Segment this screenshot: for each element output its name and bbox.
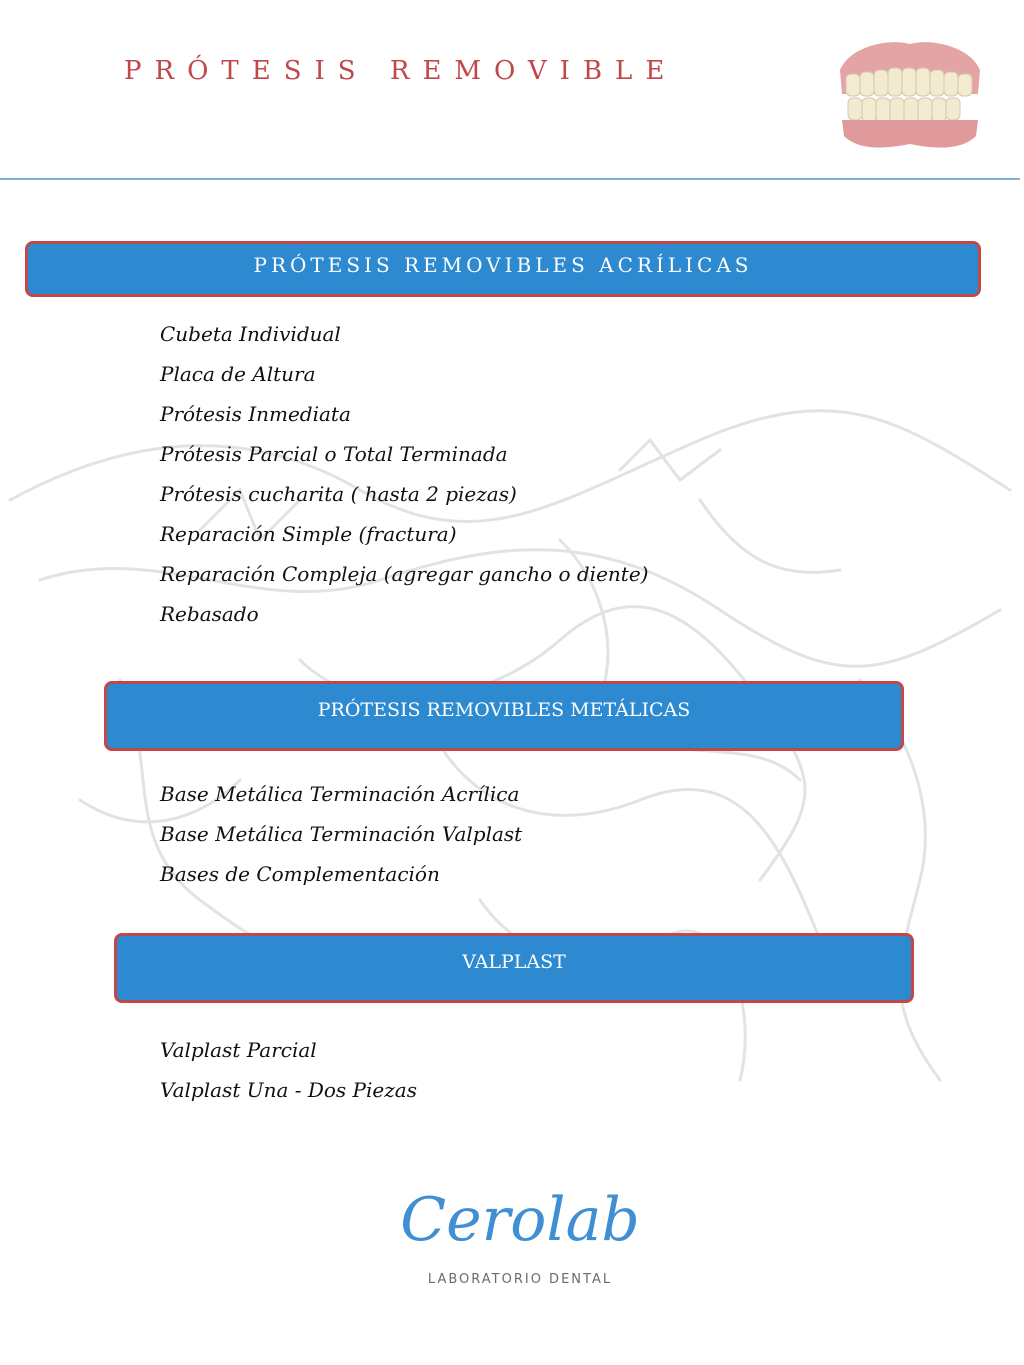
list-item: Base Metálica Terminación Valplast <box>160 822 523 846</box>
list-item: Valplast Parcial <box>160 1038 317 1062</box>
metalicas-list <box>160 774 522 894</box>
section-header-valplast: VALPLAST <box>114 933 914 1003</box>
list-item: Prótesis cucharita ( hasta 2 piezas) <box>160 482 517 506</box>
denture-image <box>830 36 990 154</box>
logo-subtitle: LABORATORIO DENTAL <box>427 1272 613 1287</box>
cerolab-logo <box>400 1172 640 1302</box>
list-item: Cubeta Individual <box>160 322 341 346</box>
list-item: Bases de Complementación <box>160 862 440 886</box>
list-item: Prótesis Inmediata <box>160 402 351 426</box>
acrilicas-list <box>160 314 648 634</box>
logo-name: Cerolab <box>400 1185 640 1255</box>
list-item: Reparación Compleja (agregar gancho o diente) <box>160 562 649 586</box>
list-item: Rebasado <box>160 602 259 626</box>
valplast-list <box>160 1030 417 1110</box>
list-item: Prótesis Parcial o Total Terminada <box>160 442 508 466</box>
list-item: Base Metálica Terminación Acrílica <box>160 782 520 806</box>
list-item: Valplast Una - Dos Piezas <box>160 1078 417 1102</box>
section-header-acrilicas: PRÓTESIS REMOVIBLES ACRÍLICAS <box>25 241 981 297</box>
page-title: PRÓTESIS REMOVIBLE <box>124 56 678 86</box>
header-divider <box>0 178 1020 180</box>
section-header-metalicas: PRÓTESIS REMOVIBLES METÁLICAS <box>104 681 904 751</box>
list-item: Reparación Simple (fractura) <box>160 522 457 546</box>
list-item: Placa de Altura <box>160 362 316 386</box>
